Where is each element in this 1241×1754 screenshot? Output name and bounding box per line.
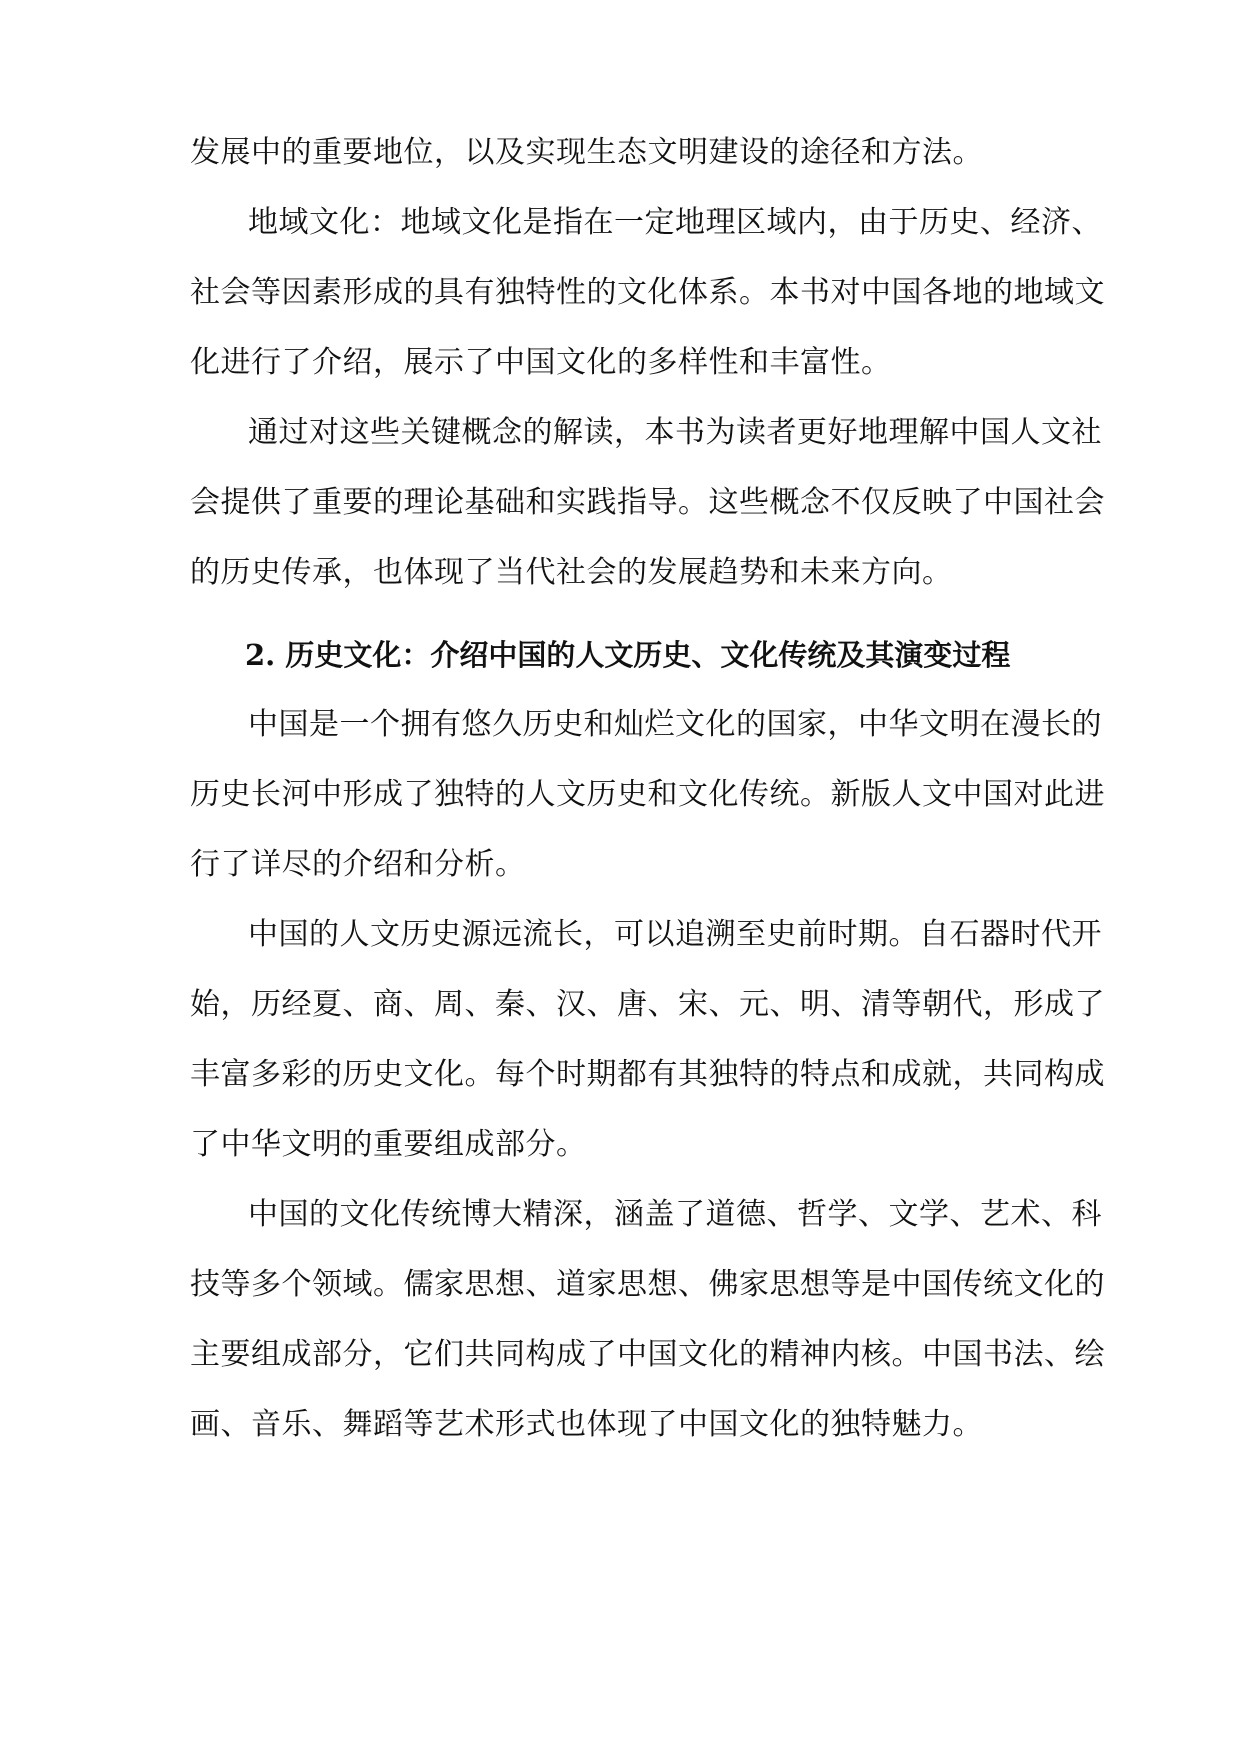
paragraph-line: 主要组成部分，它们共同构成了中国文化的精神内核。中国书法、绘	[190, 1337, 1105, 1372]
paragraph-line: 丰富多彩的历史文化。每个时期都有其独特的特点和成就，共同构成	[190, 1057, 1105, 1092]
paragraph-line: 技等多个领域。儒家思想、道家思想、佛家思想等是中国传统文化的	[190, 1267, 1105, 1302]
paragraph-line: 了中华文明的重要组成部分。	[190, 1127, 587, 1162]
paragraph-line: 地域文化：地域文化是指在一定地理区域内，由于历史、经济、	[248, 205, 1102, 240]
paragraph-line: 发展中的重要地位，以及实现生态文明建设的途径和方法。	[190, 135, 983, 170]
paragraph-line: 会提供了重要的理论基础和实践指导。这些概念不仅反映了中国社会	[190, 485, 1105, 520]
paragraph-line: 始，历经夏、商、周、秦、汉、唐、宋、元、明、清等朝代，形成了	[190, 987, 1105, 1022]
paragraph-line: 历史长河中形成了独特的人文历史和文化传统。新版人文中国对此进	[190, 777, 1105, 812]
paragraph-line: 中国的文化传统博大精深，涵盖了道德、哲学、文学、艺术、科	[248, 1197, 1102, 1232]
paragraph-line: 画、音乐、舞蹈等艺术形式也体现了中国文化的独特魅力。	[190, 1407, 983, 1442]
paragraph-line: 的历史传承，也体现了当代社会的发展趋势和未来方向。	[190, 555, 953, 590]
paragraph-line: 社会等因素形成的具有独特性的文化体系。本书对中国各地的地域文	[190, 275, 1105, 310]
paragraph-line: 中国是一个拥有悠久历史和灿烂文化的国家，中华文明在漫长的	[248, 707, 1102, 742]
paragraph-line: 化进行了介绍，展示了中国文化的多样性和丰富性。	[190, 345, 892, 380]
paragraph-line: 行了详尽的介绍和分析。	[190, 847, 526, 882]
paragraph-line: 中国的人文历史源远流长，可以追溯至史前时期。自石器时代开	[248, 917, 1102, 952]
paragraph-line: 通过对这些关键概念的解读，本书为读者更好地理解中国人文社	[248, 415, 1102, 450]
section-heading: 2. 历史文化：介绍中国的人文历史、文化传统及其演变过程	[245, 638, 1011, 672]
